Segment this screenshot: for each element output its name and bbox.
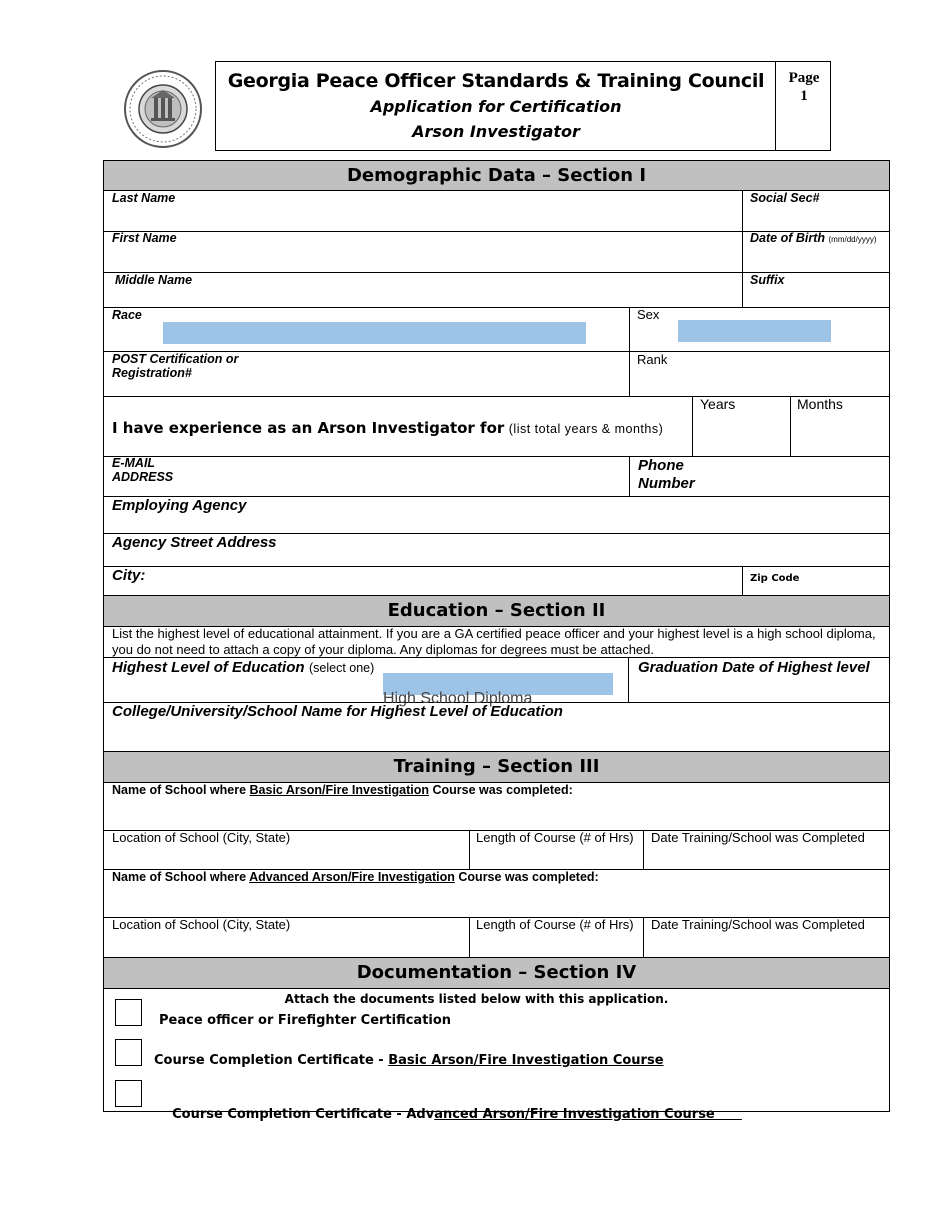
georgia-post-seal <box>123 68 203 150</box>
doc-item-3: Course Completion Certificate - Advanced Arson/Fire Investigation Course <box>172 1107 742 1122</box>
city-label: City: <box>112 567 146 584</box>
education-note: List the highest level of educational attainment. If you are a GA certified peace officer and your highest level is a high school diploma, you do not need to attach a copy of your diploma. Any diplomas for degrees must be attached. <box>112 626 876 657</box>
attach-instruction: Attach the documents listed below with this application. <box>284 992 669 1006</box>
college-label: College/University/School Name for Highest Level of Education <box>112 703 563 720</box>
basic-date-label: Date Training/School was Completed <box>651 830 865 845</box>
section-3-header: Training – Section III <box>104 751 889 783</box>
middle-name-field[interactable] <box>112 287 732 305</box>
form-subtitle-2: Arson Investigator <box>412 122 580 141</box>
highest-education-label: Highest Level of Education (select one) <box>112 659 375 676</box>
advanced-length-label: Length of Course (# of Hrs) <box>476 917 634 932</box>
agency-street-label: Agency Street Address <box>112 534 277 551</box>
post-cert-label: POST Certification or Registration# <box>112 352 239 380</box>
page-number: 1 <box>800 88 808 104</box>
ssn-field[interactable] <box>750 205 880 229</box>
checkbox-advanced-course-cert[interactable] <box>115 1080 142 1107</box>
last-name-label: Last Name <box>112 191 176 205</box>
section-2-header: Education – Section II <box>104 595 889 627</box>
first-name-field[interactable] <box>112 245 732 270</box>
dob-field[interactable] <box>750 247 880 270</box>
months-field[interactable] <box>797 414 885 452</box>
doc-item-2: Course Completion Certificate - Basic Arson/Fire Investigation Course <box>154 1053 664 1068</box>
advanced-school-label: Name of School where Advanced Arson/Fire Investigation Course was completed: <box>112 870 599 884</box>
basic-length-label: Length of Course (# of Hrs) <box>476 830 634 845</box>
email-label: E-MAIL ADDRESS <box>112 456 174 484</box>
application-form <box>103 160 890 1122</box>
sex-label: Sex <box>637 307 660 322</box>
middle-name-label: Middle Name <box>115 273 193 287</box>
education-select[interactable]: High School Diploma <box>383 673 613 695</box>
form-subtitle: Application for Certification <box>370 97 622 116</box>
sex-select[interactable] <box>678 320 831 342</box>
checkbox-basic-course-cert[interactable] <box>115 1039 142 1066</box>
advanced-location-label: Location of School (City, State) <box>112 917 291 932</box>
org-title: Georgia Peace Officer Standards & Training Council <box>227 70 765 92</box>
rank-field[interactable] <box>637 367 882 393</box>
advanced-date-label: Date Training/School was Completed <box>651 917 865 932</box>
years-field[interactable] <box>700 414 786 452</box>
phone-label: Phone Number <box>638 457 695 492</box>
zip-label: Zip Code <box>750 573 800 584</box>
years-label: Years <box>700 396 736 412</box>
doc-item-1: Peace officer or Firefighter Certification <box>159 1013 452 1028</box>
grad-date-label: Graduation Date of Highest level <box>638 659 870 676</box>
suffix-field[interactable] <box>750 287 880 305</box>
race-select[interactable] <box>163 322 586 344</box>
page-indicator <box>776 69 832 105</box>
months-label: Months <box>797 396 843 412</box>
suffix-label: Suffix <box>750 273 785 287</box>
page-label: Page <box>788 70 820 86</box>
basic-school-label: Name of School where Basic Arson/Fire Investigation Course was completed: <box>112 783 573 797</box>
last-name-field[interactable] <box>112 203 732 229</box>
dob-label: Date of Birth (mm/dd/yyyy) <box>750 231 877 245</box>
section-4-header: Documentation – Section IV <box>104 957 889 989</box>
checkbox-peace-officer-cert[interactable] <box>115 999 142 1026</box>
rank-label: Rank <box>637 352 668 367</box>
section-1-header: Demographic Data – Section I <box>104 161 889 191</box>
ssn-label: Social Sec# <box>750 191 820 205</box>
header-title-box <box>215 61 831 151</box>
experience-label: I have experience as an Arson Investigator for (list total years & months) <box>112 419 664 437</box>
race-label: Race <box>112 308 142 322</box>
first-name-label: First Name <box>112 231 177 245</box>
basic-location-label: Location of School (City, State) <box>112 830 291 845</box>
employing-agency-label: Employing Agency <box>112 497 247 514</box>
